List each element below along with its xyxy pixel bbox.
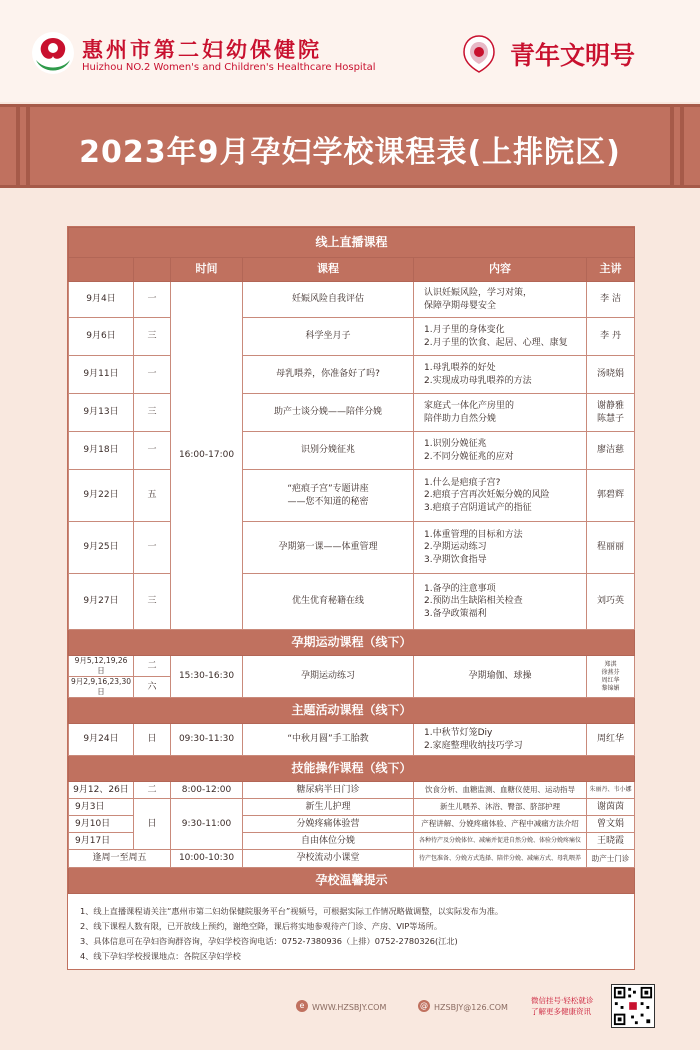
content-cell: 待产包准备、分娩方式选择、陪伴分娩、减痛方式、母乳喂养	[414, 850, 587, 868]
weekday-cell: 日	[134, 724, 171, 756]
speaker-cell: 程丽丽	[587, 522, 635, 574]
date-cell: 9月11日	[69, 356, 134, 394]
date-cell: 9月3日	[69, 799, 134, 816]
course-cell: 自由体位分娩	[243, 833, 414, 850]
table-row	[69, 394, 635, 432]
course-cell: 新生儿护理	[243, 799, 414, 816]
content-cell: 新生儿喂养、沐浴、臀部、脐部护理	[414, 799, 587, 816]
course-cell: “疤痕子宫”专题讲座 ——您不知道的秘密	[243, 470, 414, 522]
content-cell: 1.备孕的注意事项 2.预防出生缺陷相关检查 3.备孕政策福利	[414, 574, 587, 630]
course-cell: 科学坐月子	[243, 318, 414, 356]
speaker-cell: 李 丹	[587, 318, 635, 356]
column-header-content: 内容	[414, 258, 587, 282]
time-cell: 8:00-12:00	[171, 782, 243, 799]
tip-item: 2、线下课程人数有限，已开放线上预约，谢绝空降，课后将实地参观待产门诊、产房、VIP等场所。	[80, 921, 443, 931]
website-link[interactable]: WWW.HZSBJY.COM	[312, 1003, 387, 1012]
table-row	[69, 724, 635, 756]
page-footer	[0, 990, 700, 1050]
section-title-skills: 技能操作课程（线下）	[69, 756, 635, 782]
date-cell: 9月13日	[69, 394, 134, 432]
table-row	[69, 522, 635, 574]
date-cell: 9月27日	[69, 574, 134, 630]
section-title-online: 线上直播课程	[69, 228, 635, 258]
speaker-cell: 曾文娟	[587, 816, 635, 833]
column-header-date	[69, 258, 134, 282]
section-title-theme: 主题活动课程（线下）	[69, 698, 635, 724]
column-header-course: 课程	[243, 258, 414, 282]
content-cell: 1.什么是疤痕子宫? 2.疤痕子宫再次妊娠分娩的风险 3.疤痕子宫阴道试产的指征	[414, 470, 587, 522]
speaker-cell: 汤晓娟	[587, 356, 635, 394]
qr-code-icon[interactable]	[611, 984, 655, 1028]
time-cell: 10:00-10:30	[171, 850, 243, 868]
speaker-cell: 谢静雅 陈慧子	[587, 394, 635, 432]
date-cell: 9月24日	[69, 724, 134, 756]
content-cell: 各种待产及分娩体位、减痛并促进自然分娩、体验分娩疼痛仪	[414, 833, 587, 850]
weekday-cell: 三	[134, 394, 171, 432]
page-header	[0, 0, 700, 102]
weekday-cell: 二	[134, 656, 171, 677]
table-row	[69, 799, 635, 816]
speaker-cell: 王晓霞	[587, 833, 635, 850]
schedule-table-container	[67, 226, 635, 970]
table-row	[69, 574, 635, 630]
table-row	[69, 282, 635, 318]
speaker-cell: 郑淇 徐燕芬 周红华 黎锦媚	[587, 656, 635, 698]
content-cell: 家庭式一体化产房里的 陪伴助力自然分娩	[414, 394, 587, 432]
table-row	[69, 470, 635, 522]
globe-icon: e	[296, 1000, 308, 1012]
date-cell: 9月4日	[69, 282, 134, 318]
table-row	[69, 432, 635, 470]
time-cell: 15:30-16:30	[171, 656, 243, 698]
time-cell: 16:00-17:00	[171, 282, 243, 630]
course-cell: 孕期运动练习	[243, 656, 414, 698]
date-cell: 9月17日	[69, 833, 134, 850]
speaker-cell: 李 洁	[587, 282, 635, 318]
speaker-cell: 朱丽丹、韦小娜	[587, 782, 635, 799]
date-cell: 9月18日	[69, 432, 134, 470]
course-cell: 孕校流动小课堂	[243, 850, 414, 868]
content-cell: 认识妊娠风险，学习对策， 保障孕期母婴安全	[414, 282, 587, 318]
course-cell: 母乳喂养，你准备好了吗?	[243, 356, 414, 394]
weekday-cell: 一	[134, 432, 171, 470]
table-row	[69, 782, 635, 799]
weekday-cell: 一	[134, 282, 171, 318]
wechat-promo-line2: 了解更多健康资讯	[531, 1007, 591, 1016]
tip-item: 3、具体信息可在孕妇咨询群咨询，孕妇学校咨询电话：0752-7380936（上排）0752-2780326(江北)	[80, 936, 458, 946]
course-cell: 分娩疼痛体验营	[243, 816, 414, 833]
tip-item: 1、线上直播课程请关注“惠州市第二妇幼保健院服务平台”视频号，可根据实际工作情况略做调整，以实际发布为准。	[80, 906, 504, 916]
course-cell: 优生优育秘籍在线	[243, 574, 414, 630]
table-row	[69, 356, 635, 394]
youth-civilization-title: 青年文明号	[510, 41, 636, 70]
weekday-cell: 五	[134, 470, 171, 522]
speaker-cell: 助产士门诊	[587, 850, 635, 868]
content-cell: 1.中秋节灯笼Diy 2.家庭整理收纳技巧学习	[414, 724, 587, 756]
date-cell: 9月5,12,19,26日	[69, 656, 134, 677]
date-cell: 逢周一至周五	[69, 850, 171, 868]
tip-item: 4、线下孕妇学校授课地点：各院区孕妇学校	[80, 951, 241, 961]
weekday-cell: 三	[134, 574, 171, 630]
date-cell: 9月6日	[69, 318, 134, 356]
column-header-time: 时间	[171, 258, 243, 282]
course-cell: 糖尿病半日门诊	[243, 782, 414, 799]
hospital-logo-icon	[30, 30, 76, 76]
date-cell: 9月12、26日	[69, 782, 134, 799]
content-cell: 1.母乳喂养的好处 2.实现成功母乳喂养的方法	[414, 356, 587, 394]
date-cell: 9月2,9,16,23,30日	[69, 677, 134, 698]
table-row	[69, 318, 635, 356]
time-cell: 09:30-11:30	[171, 724, 243, 756]
weekday-cell: 三	[134, 318, 171, 356]
youth-civilization-emblem-icon	[458, 30, 500, 76]
date-cell: 9月25日	[69, 522, 134, 574]
weekday-cell: 日	[134, 799, 171, 850]
hospital-name-zh: 惠州市第二妇幼保健院	[82, 37, 322, 62]
column-header-speaker: 主讲	[587, 258, 635, 282]
content-cell: 1.体重管理的目标和方法 2.孕期运动练习 3.孕期饮食指导	[414, 522, 587, 574]
speaker-cell: 谢茵茵	[587, 799, 635, 816]
time-cell: 9:30-11:00	[171, 799, 243, 850]
content-cell: 1.月子里的身体变化 2.月子里的饮食、起居、心理、康复	[414, 318, 587, 356]
tips-list	[67, 898, 635, 970]
column-header-row	[69, 258, 635, 282]
speaker-cell: 刘巧英	[587, 574, 635, 630]
table-row	[69, 850, 635, 868]
column-header-weekday	[134, 258, 171, 282]
course-cell: 识别分娩征兆	[243, 432, 414, 470]
weekday-cell: 一	[134, 356, 171, 394]
speaker-cell: 周红华	[587, 724, 635, 756]
weekday-cell: 六	[134, 677, 171, 698]
hospital-name-en: Huizhou NO.2 Women's and Children's Healthcare Hospital	[82, 62, 376, 73]
weekday-cell: 一	[134, 522, 171, 574]
date-cell: 9月22日	[69, 470, 134, 522]
course-cell: 妊娠风险自我评估	[243, 282, 414, 318]
weekday-cell: 二	[134, 782, 171, 799]
section-title-tips: 孕校温馨提示	[69, 868, 635, 894]
date-cell: 9月10日	[69, 816, 134, 833]
speaker-cell: 廖洁慈	[587, 432, 635, 470]
section-title-exercise: 孕期运动课程（线下）	[69, 630, 635, 656]
content-cell: 产程讲解、分娩疼痛体验、产程中减痛方法介绍	[414, 816, 587, 833]
title-banner	[0, 104, 700, 188]
course-cell: “中秋月圆”手工胎教	[243, 724, 414, 756]
course-cell: 助产士谈分娩——陪伴分娩	[243, 394, 414, 432]
course-cell: 孕期第一课——体重管理	[243, 522, 414, 574]
schedule-table	[68, 227, 635, 894]
content-cell: 饮食分析、血糖监测、血糖仪使用、运动指导	[414, 782, 587, 799]
page-title: 2023年9月孕妇学校课程表(上排院区)	[79, 135, 621, 170]
wechat-promo-line1: 微信挂号·轻松就诊	[531, 996, 594, 1005]
email-icon: @	[420, 1001, 428, 1010]
content-cell: 孕期瑜伽、球操	[414, 656, 587, 698]
speaker-cell: 郭碧辉	[587, 470, 635, 522]
table-row	[69, 656, 635, 677]
content-cell: 1.识别分娩征兆 2.不同分娩征兆的应对	[414, 432, 587, 470]
email-link[interactable]: HZSBJY@126.COM	[434, 1003, 508, 1012]
